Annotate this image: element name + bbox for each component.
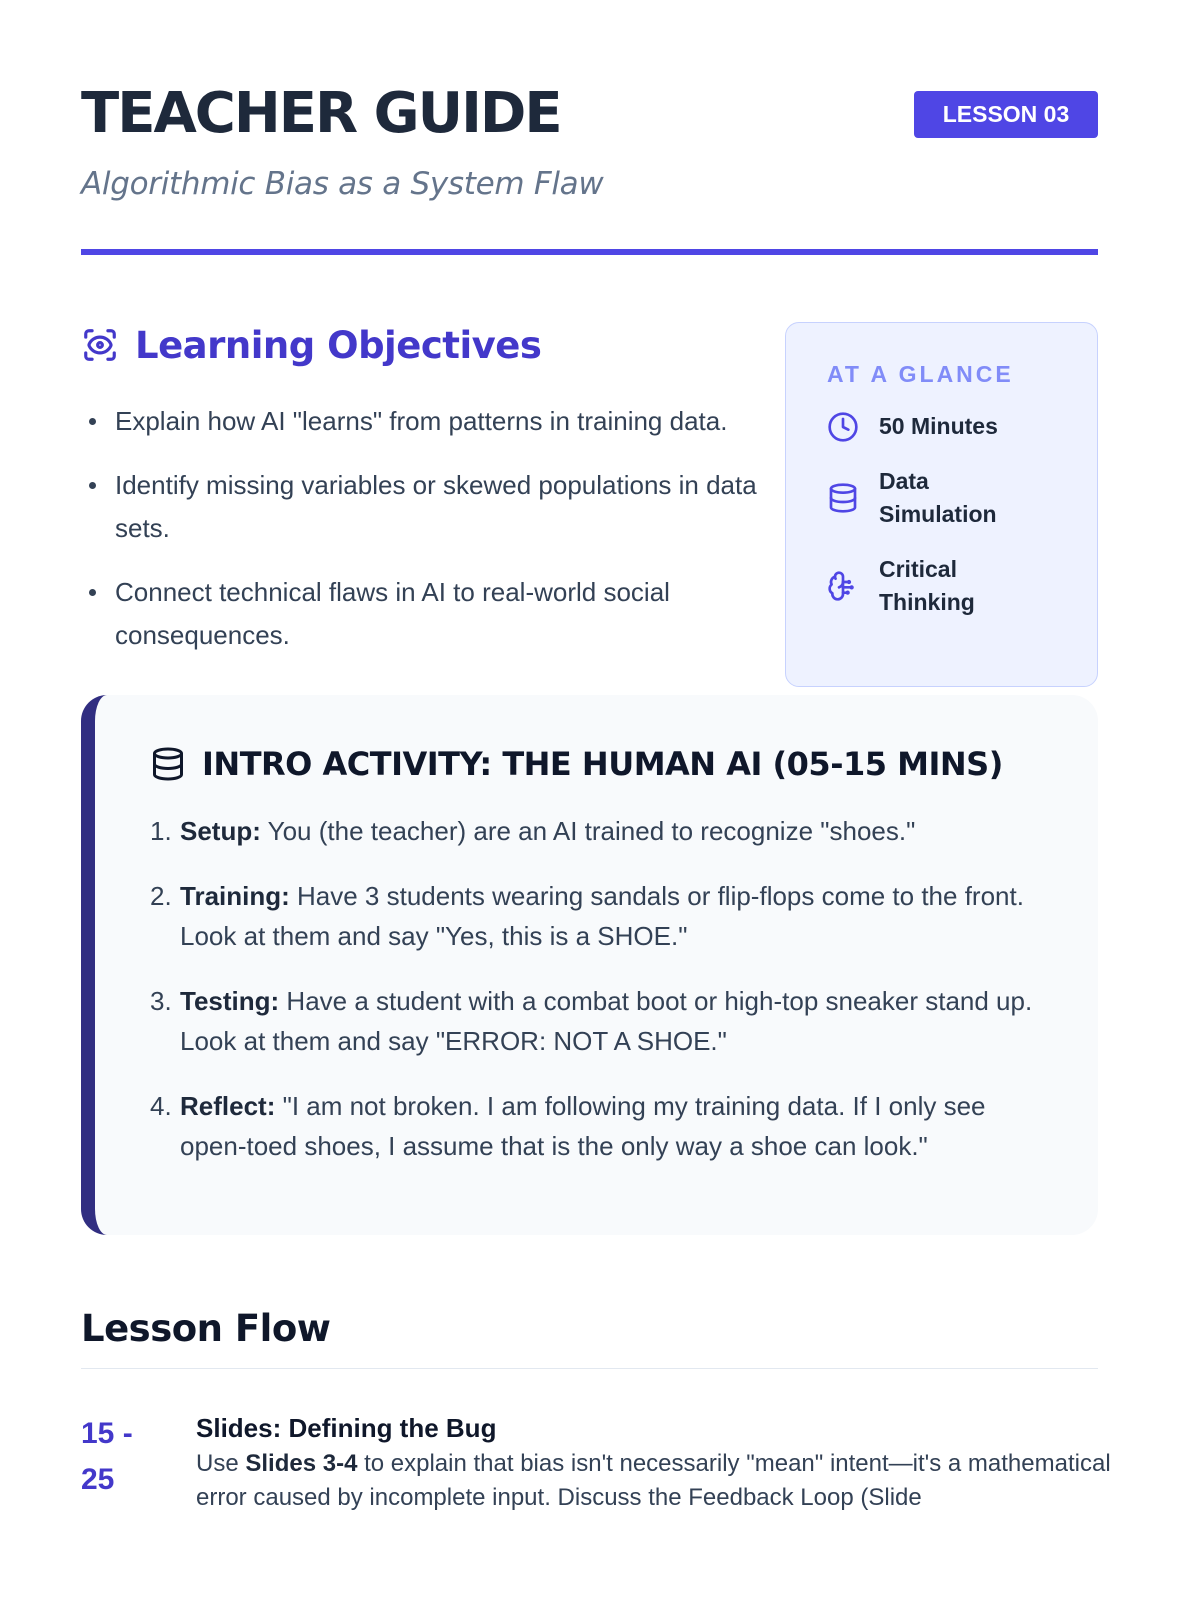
flow-time: 15 - 25	[81, 1417, 133, 1496]
objective-item: Identify missing variables or skewed populations in data sets.	[81, 464, 781, 550]
step-text	[180, 1086, 1058, 1166]
flow-text-bold: Slides 3-4	[245, 1450, 358, 1477]
glance-item-label: 50 Minutes	[879, 413, 998, 439]
step-number: 2.	[150, 881, 172, 911]
clock-icon	[827, 411, 859, 443]
flow-text-post: to explain that bias isn't necessarily "mean" intent—it's a mathematical error caused by incomplete input. Discuss the Feedback Loop (Slide	[196, 1450, 1111, 1511]
step-number: 4.	[150, 1091, 172, 1121]
objectives-section	[81, 255, 1098, 695]
objective-item: Explain how AI "learns" from patterns in training data.	[81, 400, 781, 443]
objective-item: Connect technical flaws in AI to real-world social consequences.	[81, 571, 781, 657]
step-body: You (the teacher) are an AI trained to recognize "shoes."	[260, 816, 916, 846]
step-number: 1.	[150, 816, 172, 846]
glance-title: AT A GLANCE	[827, 361, 1014, 387]
glance-item-label: Critical Thinking	[879, 556, 975, 615]
page-title: TEACHER GUIDE	[81, 81, 561, 146]
objectives-title: Learning Objectives	[135, 323, 542, 367]
step-label: Reflect:	[180, 1091, 276, 1121]
at-a-glance-card	[785, 322, 1098, 687]
objectives-list	[81, 400, 781, 657]
glance-item-label: Data Simulation	[879, 468, 997, 527]
intro-steps-list	[150, 811, 1058, 1166]
database-icon	[150, 745, 186, 783]
flow-body	[196, 1411, 1116, 1515]
lesson-flow-title: Lesson Flow	[81, 1307, 1098, 1369]
step-body: Have a student with a combat boot or high-top sneaker stand up. Look at them and say "ERROR: NOT A SHOE."	[180, 986, 1033, 1056]
glance-item-duration	[827, 410, 1097, 443]
objectives-column	[81, 320, 781, 678]
step-text	[180, 981, 1058, 1061]
intro-step	[150, 876, 1058, 956]
brain-icon	[827, 570, 859, 602]
lesson-badge: LESSON 03	[914, 91, 1098, 138]
step-text	[180, 811, 915, 851]
intro-title: INTRO ACTIVITY: THE HUMAN AI (05-15 MINS)	[202, 745, 1003, 783]
step-body: Have 3 students wearing sandals or flip-flops come to the front. Look at them and say "Yes, this is a SHOE."	[180, 881, 1024, 951]
lesson-flow-row	[81, 1411, 1111, 1551]
flow-step-text	[196, 1447, 1116, 1515]
step-label: Testing:	[180, 986, 280, 1016]
flow-step-title: Slides: Defining the Bug	[196, 1413, 497, 1443]
step-number: 3.	[150, 986, 172, 1016]
intro-heading	[150, 745, 1058, 783]
guide-header	[81, 0, 1098, 255]
glance-item-activity	[827, 465, 1097, 531]
step-label: Setup:	[180, 816, 261, 846]
scan-eye-icon	[81, 326, 119, 364]
flow-text-pre: Use	[196, 1450, 246, 1477]
step-label: Training:	[180, 881, 290, 911]
intro-step	[150, 981, 1058, 1061]
objectives-heading	[81, 320, 781, 370]
step-body: "I am not broken. I am following my training data. If I only see open-toed shoes, I assume that is the only way a shoe can look."	[180, 1091, 986, 1161]
glance-item-skill	[827, 553, 1097, 619]
page-subtitle: Algorithmic Bias as a System Flaw	[81, 166, 604, 202]
intro-activity-box	[81, 695, 1098, 1235]
intro-step	[150, 811, 1058, 851]
step-text	[180, 876, 1058, 956]
intro-step	[150, 1086, 1058, 1166]
database-icon	[827, 482, 859, 514]
